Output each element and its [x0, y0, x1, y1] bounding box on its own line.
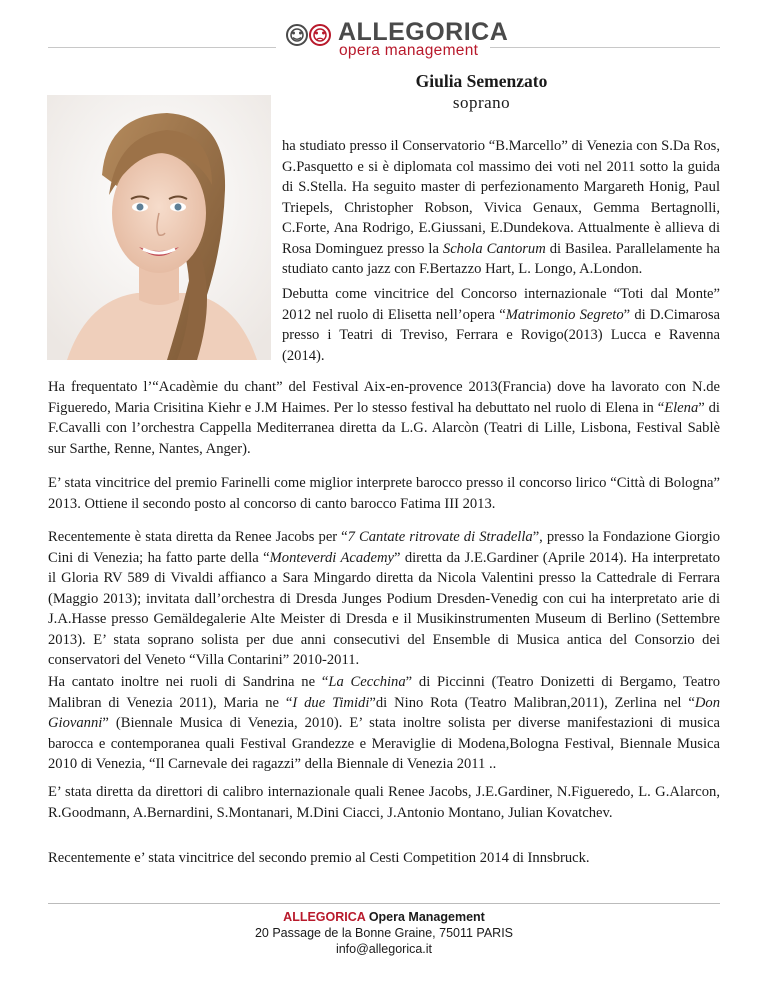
artist-portrait: [47, 95, 271, 360]
bio-italic-text: La Cecchina: [328, 674, 406, 690]
bio-paragraph-4: [48, 473, 720, 514]
bio-italic-text: Schola Cantorum: [442, 240, 546, 257]
logo-brand-subtitle: opera management: [339, 42, 479, 59]
portrait-illustration: [47, 95, 271, 360]
bio-paragraph-5: [48, 527, 720, 671]
bio-text: Ha frequentato l’“Acadèmie du chant” del Festival Aix-en-provence 2013(Francia) dove ha lavorato con N.de Figueredo, Maria Crisitina Kiehr e J.M Haimes. Per lo stesso festival ha debuttato nel ruolo di Elena in “: [48, 379, 720, 416]
theatre-masks-icon: [284, 20, 336, 50]
bio-text: Recentemente e’ stata vincitrice del secondo premio al Cesti Competition 2014 di Innsbruck.: [48, 850, 590, 866]
artist-voice-type: soprano: [452, 93, 511, 112]
bio-paragraph-6: [48, 672, 720, 775]
footer-brand-rest: Opera Management: [365, 910, 485, 924]
artist-name: Giulia Semenzato: [415, 71, 548, 91]
logo-brand-name: ALLEGORICA: [338, 18, 509, 46]
footer-rule: [48, 903, 720, 904]
bio-text: ” (Biennale Musica di Venezia, 2010). E’ stata inoltre solista per diverse manifestazioni di musica barocca e contemporanea quali Festival Grandezze e Meraviglie di Modena,Bologna Festival, Biennale Musica 2010 di Venezia, “Il Carnevale dei ragazzi” della Biennale di Venezia 2011 ..: [48, 715, 720, 772]
bio-text: ” di D.Cimarosa presso i Teatri di Treviso, Ferrara e Rovigo(2013) Lucca e Ravenna (2014).: [282, 306, 720, 364]
footer: [0, 909, 768, 957]
bio-paragraph-8: [48, 848, 720, 869]
bio-text: E’ stata diretta da direttori di calibro internazionale quali Renee Jacobs, J.E.Gardiner, N.Figueredo, L. G.Alarcon, R.Goodmann, A.Bernardini, S.Montanari, M.Dini Ciacci, J.Antonio Montano, Julian Kovatchev.: [48, 784, 720, 821]
bio-text: ” diretta da J.E.Gardiner (Aprile 2014). Ha interpretato il Gloria RV 589 di Vivaldi affianco a Sara Mingardo diretta da Nicola Valentini presso la Cattedrale di Ferrara (Maggio 2013); invitata dall’orchestra di Dresda Junges Podium Dresden-Venedig con cui ha interpretato arie di J.A.Hasse presso Gemäldegalerie Alte Meister di Dresda e il Musikinstrumenten Museum di Berlino (Settembre 2013). E’ stata soprano solista per due anni consecutivi del Ensemble di Musica antica del Consorzio dei conservatori del Veneto “Villa Contarini” 2010-2011.: [48, 549, 721, 668]
bio-italic-text: Monteverdi Academy: [269, 549, 394, 566]
bio-text: E’ stata vincitrice del premio Farinelli come miglior interprete barocco presso il concorso lirico “Città di Bologna” 2013. Ottiene il secondo posto al concorso di canto barocco Fatima III 2013.: [48, 475, 720, 512]
footer-brand-line: [0, 909, 768, 925]
bio-italic-text: Don Giovanni: [48, 694, 720, 731]
bio-text: ”di Nino Rota (Teatro Malibran,2011), Zerlina nel “: [369, 694, 695, 711]
bio-text: ”, presso la Fondazione Giorgio Cini di Venezia; ha fatto parte della “: [48, 529, 721, 566]
bio-text: ” di Piccinni (Teatro Donizetti di Bergamo, Teatro Malibran di Venezia 2011), Maria ne “: [48, 674, 721, 711]
bio-paragraph-2: [282, 284, 720, 366]
footer-brand: ALLEGORICA: [283, 910, 366, 924]
bio-text: Recentemente è stata diretta da Renee Jacobs per “: [48, 529, 348, 545]
bio-paragraph-1: [282, 136, 720, 280]
bio-text: Debutta come vincitrice del Concorso internazionale “Toti dal Monte” 2012 nel ruolo di Elisetta nell’opera “: [282, 286, 720, 323]
bio-italic-text: I due Timidi: [292, 694, 370, 711]
bio-italic-text: 7 Cantate ritrovate di Stradella: [347, 529, 533, 545]
footer-address: 20 Passage de la Bonne Graine, 75011 PARIS: [254, 926, 514, 940]
allegorica-logo: [284, 18, 509, 59]
bio-paragraph-3: [48, 377, 720, 459]
footer-email[interactable]: info@allegorica.it: [335, 942, 433, 956]
bio-text: ha studiato presso il Conservatorio “B.Marcello” di Venezia con S.Da Ros, G.Pasquetto e si è diplomata col massimo dei voti nel 2011 sotto la guida di S.Stella. Ha seguito master di perfezionamento Margareth Honig, Paul Triepels, Christopher Robson, Vivica Genaux, Gemma Bertagnolli, C.Forte, Ana Rodrigo, E.Giussani, E.Dundekova. Attualmente è allieva di Rosa Dominguez presso la: [282, 138, 720, 257]
bio-text: ” di F.Cavalli con l’orchestra Cappella Mediterranea diretta da L.G. Alarcòn (Teatri di Lille, Lisbona, Festival Sablè sur Sarthe, Renne, Nantes, Anger).: [48, 399, 720, 457]
bio-text: Ha cantato inoltre nei ruoli di Sandrina ne “: [48, 674, 329, 690]
bio-text: di Basilea. Parallelamente ha studiato canto jazz con F.Bertazzo Hart, L. Longo, A.London.: [282, 240, 721, 277]
bio-italic-text: Matrimonio Segreto: [505, 306, 624, 323]
header-rule-left: [48, 47, 276, 48]
bio-italic-text: Elena: [664, 399, 699, 416]
bio-paragraph-7: [48, 782, 720, 823]
header-rule-right: [490, 47, 720, 48]
